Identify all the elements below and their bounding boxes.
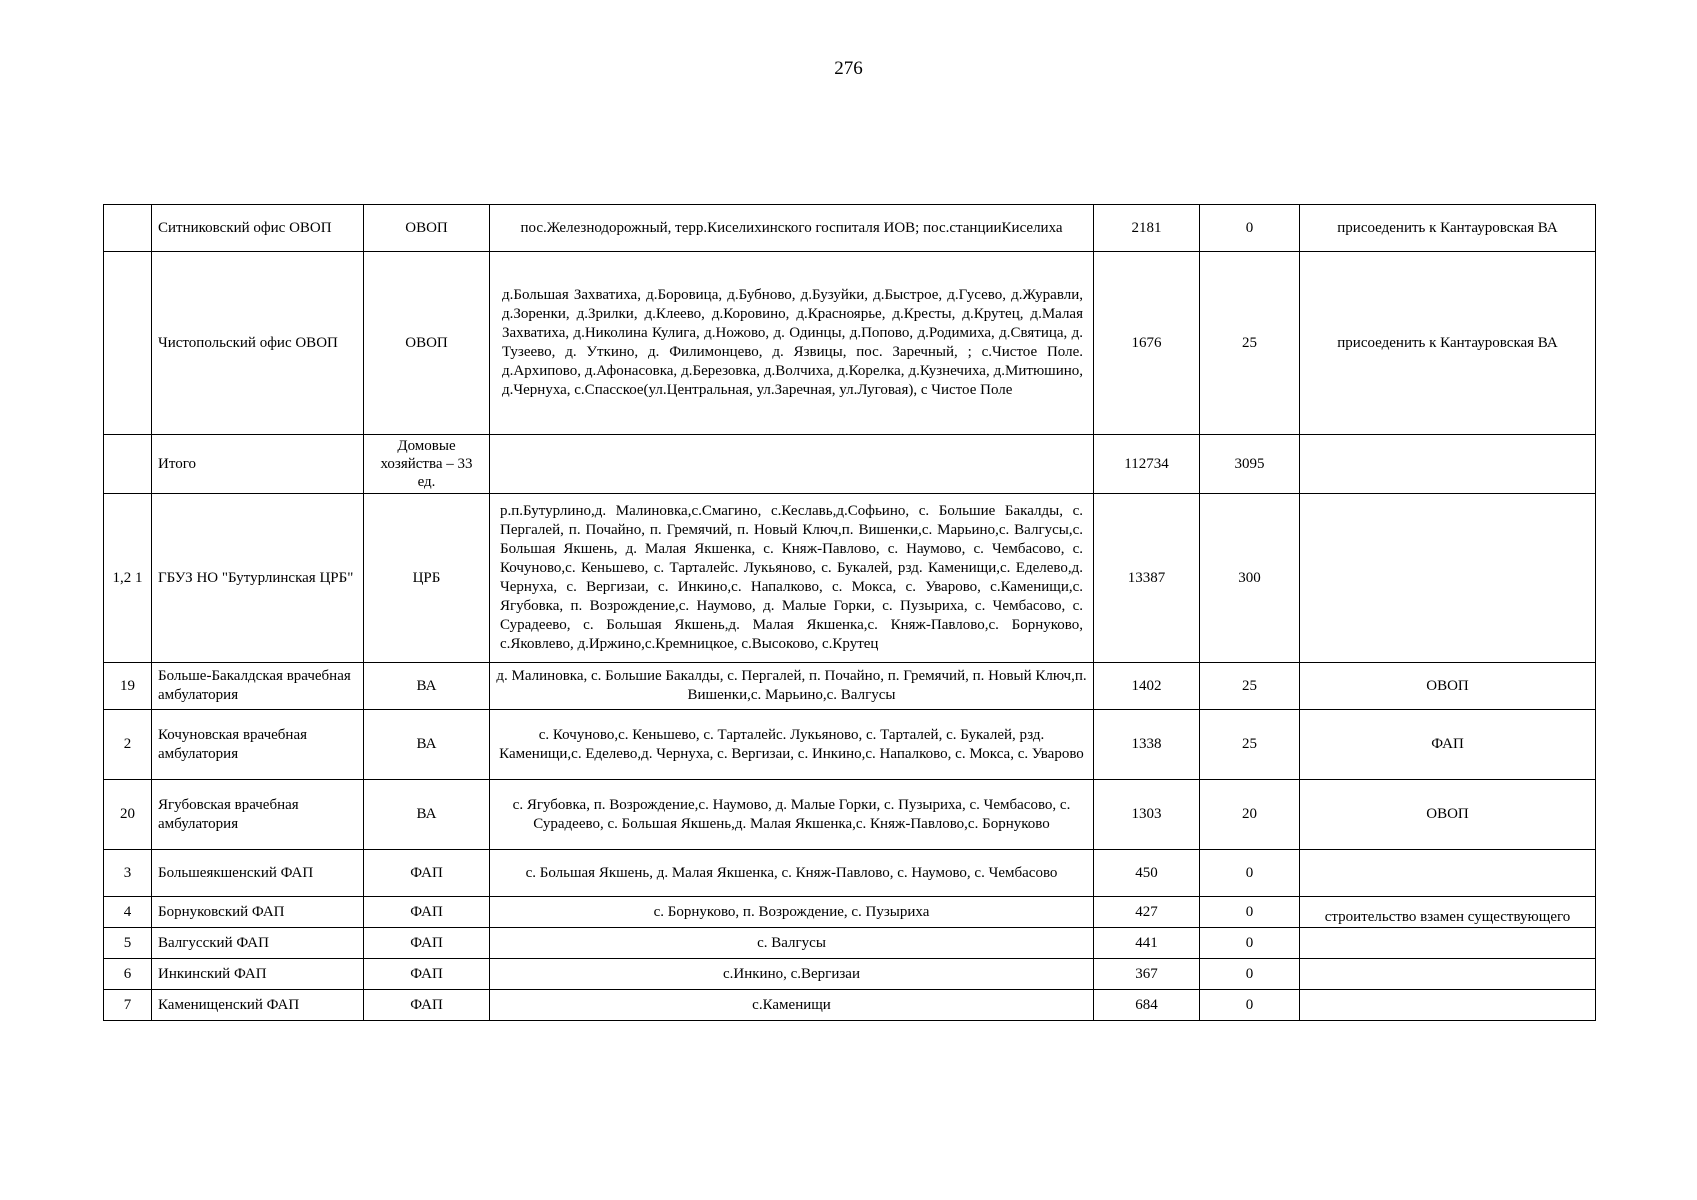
facility-name: Инкинский ФАП bbox=[152, 959, 364, 990]
row-number: 20 bbox=[104, 780, 152, 850]
service-area: с.Инкино, с.Вергизаи bbox=[490, 959, 1094, 990]
beds: 0 bbox=[1200, 850, 1300, 897]
facility-name: Ситниковский офис ОВОП bbox=[152, 205, 364, 252]
facility-type: ФАП bbox=[364, 850, 490, 897]
table-row bbox=[104, 928, 1596, 959]
facility-name: ГБУЗ НО "Бутурлинская ЦРБ" bbox=[152, 494, 364, 663]
table-row bbox=[104, 494, 1596, 663]
service-area: д. Малиновка, с. Большие Бакалды, с. Пергалей, п. Почайно, п. Гремячий, п. Новый Ключ,п. Вишенки,с. Марьино,с. Валгусы bbox=[490, 663, 1094, 710]
note bbox=[1300, 959, 1596, 990]
service-area: с. Валгусы bbox=[490, 928, 1094, 959]
facility-name: Итого bbox=[152, 435, 364, 494]
row-number bbox=[104, 435, 152, 494]
row-number: 7 bbox=[104, 990, 152, 1021]
facility-name: Каменищенский ФАП bbox=[152, 990, 364, 1021]
beds: 0 bbox=[1200, 897, 1300, 928]
note bbox=[1300, 990, 1596, 1021]
table-row bbox=[104, 205, 1596, 252]
facility-type: ФАП bbox=[364, 990, 490, 1021]
facility-type: ОВОП bbox=[364, 252, 490, 435]
beds: 3095 bbox=[1200, 435, 1300, 494]
population: 684 bbox=[1094, 990, 1200, 1021]
facility-type: ВА bbox=[364, 710, 490, 780]
service-area: с. Ягубовка, п. Возрождение,с. Наумово, д. Малые Горки, с. Пузыриха, с. Чембасово, с. Сурадеево, с. Большая Якшень,д. Малая Якшенка,с. Княж-Павлово,с. Борнуково bbox=[490, 780, 1094, 850]
facility-name: Кочуновская врачебная амбулатория bbox=[152, 710, 364, 780]
note bbox=[1300, 494, 1596, 663]
service-area bbox=[490, 435, 1094, 494]
note: ОВОП bbox=[1300, 780, 1596, 850]
service-area: с. Кочуново,с. Кеньшево, с. Тарталейс. Лукьяново, с. Тарталей, с. Букалей, рзд. Каменищи,с. Еделево,д. Чернуха, с. Вергизаи, с. Инкино,с. Напалково, с. Мокса, с. Уварово bbox=[490, 710, 1094, 780]
service-area: с. Борнуково, п. Возрождение, с. Пузыриха bbox=[490, 897, 1094, 928]
table-row bbox=[104, 252, 1596, 435]
service-area: пос.Железнодорожный, терр.Киселихинского госпиталя ИОВ; пос.станцииКиселиха bbox=[490, 205, 1094, 252]
population: 367 bbox=[1094, 959, 1200, 990]
facility-type: ВА bbox=[364, 780, 490, 850]
table-row bbox=[104, 435, 1596, 494]
population: 112734 bbox=[1094, 435, 1200, 494]
facility-type: ЦРБ bbox=[364, 494, 490, 663]
table-row bbox=[104, 780, 1596, 850]
facility-type: ВА bbox=[364, 663, 490, 710]
beds: 25 bbox=[1200, 252, 1300, 435]
table-row bbox=[104, 663, 1596, 710]
facility-type: Домовые хозяйства – 33 ед. bbox=[364, 435, 490, 494]
note bbox=[1300, 850, 1596, 897]
population: 1338 bbox=[1094, 710, 1200, 780]
facility-name: Валгусский ФАП bbox=[152, 928, 364, 959]
beds: 20 bbox=[1200, 780, 1300, 850]
note: ОВОП bbox=[1300, 663, 1596, 710]
facility-type: ФАП bbox=[364, 928, 490, 959]
population: 450 bbox=[1094, 850, 1200, 897]
beds: 25 bbox=[1200, 710, 1300, 780]
note bbox=[1300, 928, 1596, 959]
table-row bbox=[104, 897, 1596, 928]
row-number: 2 bbox=[104, 710, 152, 780]
facility-name: Больше-Бакалдская врачебная амбулатория bbox=[152, 663, 364, 710]
beds: 0 bbox=[1200, 205, 1300, 252]
service-area: с. Большая Якшень, д. Малая Якшенка, с. Княж-Павлово, с. Наумово, с. Чембасово bbox=[490, 850, 1094, 897]
population: 441 bbox=[1094, 928, 1200, 959]
beds: 300 bbox=[1200, 494, 1300, 663]
note: строительство взамен существующего bbox=[1300, 897, 1596, 928]
row-number: 3 bbox=[104, 850, 152, 897]
table-row bbox=[104, 710, 1596, 780]
population: 1676 bbox=[1094, 252, 1200, 435]
service-area: д.Большая Захватиха, д.Боровица, д.Бубново, д.Бузуйки, д.Быстрое, д.Гусево, д.Журавли, д.Зоренки, д.Зрилки, д.Клеево, д.Коровино, д.Красноярье, д.Кресты, д.Крутец, д.Малая Захватиха, д.Николина Кулига, д.Ножово, д. Одинцы, д.Попово, д.Родимиха, д.Святица, д. Тузеево, д. Уткино, д. Филимонцево, д. Язвицы, пос. Заречный, ; с.Чистое Поле. д.Архипово, д.Афонасовка, д.Березовка, д.Волчиха, д.Корелка, д.Кузнечиха, д.Митюшино, д.Чернуха, с.Спасское(ул.Центральная, ул.Заречная, ул.Луговая), с Чистое Поле bbox=[490, 252, 1094, 435]
row-number bbox=[104, 252, 152, 435]
row-number: 5 bbox=[104, 928, 152, 959]
facility-name: Большеякшенский ФАП bbox=[152, 850, 364, 897]
beds: 0 bbox=[1200, 928, 1300, 959]
facility-name: Ягубовская врачебная амбулатория bbox=[152, 780, 364, 850]
population: 1303 bbox=[1094, 780, 1200, 850]
beds: 0 bbox=[1200, 990, 1300, 1021]
facility-type: ОВОП bbox=[364, 205, 490, 252]
note: присоеденить к Кантауровская ВА bbox=[1300, 252, 1596, 435]
row-number: 19 bbox=[104, 663, 152, 710]
row-number: 6 bbox=[104, 959, 152, 990]
population: 1402 bbox=[1094, 663, 1200, 710]
note: ФАП bbox=[1300, 710, 1596, 780]
page-number: 276 bbox=[834, 58, 863, 79]
note bbox=[1300, 435, 1596, 494]
beds: 0 bbox=[1200, 959, 1300, 990]
service-area: р.п.Бутурлино,д. Малиновка,с.Смагино, с.Кеславь,д.Софьино, с. Большие Бакалды, с. Пергалей, п. Почайно, п. Гремячий, п. Новый Ключ,п. Вишенки,с. Марьино,с. Валгусы,с. Большая Якшень, д. Малая Якшенка, с. Княж-Павлово, с. Наумово, с. Чембасово, с. Кочуново,с. Кеньшево, с. Тарталейс. Лукьяново, с. Букалей, рзд. Каменищи,с. Еделево,д. Чернуха, с. Вергизаи, с. Инкино,с. Напалково, с. Мокса, с. Уварово, с.Каменищи,с. Ягубовка, п. Возрождение,с. Наумово, д. Малые Горки, с. Пузыриха, с. Чембасово, с. Сурадеево, с. Большая Якшень,д. Малая Якшенка,с. Княж-Павлово,с. Борнуково, с.Яковлево, д.Иржино,с.Кремницкое, с.Высоково, с.Крутец bbox=[490, 494, 1094, 663]
facility-type: ФАП bbox=[364, 959, 490, 990]
service-area: с.Каменищи bbox=[490, 990, 1094, 1021]
table-row bbox=[104, 990, 1596, 1021]
row-number: 1,2 1 bbox=[104, 494, 152, 663]
note: присоеденить к Кантауровская ВА bbox=[1300, 205, 1596, 252]
population: 427 bbox=[1094, 897, 1200, 928]
facility-name: Чистопольский офис ОВОП bbox=[152, 252, 364, 435]
row-number: 4 bbox=[104, 897, 152, 928]
facility-type: ФАП bbox=[364, 897, 490, 928]
beds: 25 bbox=[1200, 663, 1300, 710]
row-number bbox=[104, 205, 152, 252]
table-row bbox=[104, 850, 1596, 897]
population: 2181 bbox=[1094, 205, 1200, 252]
population: 13387 bbox=[1094, 494, 1200, 663]
facility-name: Борнуковский ФАП bbox=[152, 897, 364, 928]
facilities-table bbox=[103, 204, 1596, 1021]
table-row bbox=[104, 959, 1596, 990]
